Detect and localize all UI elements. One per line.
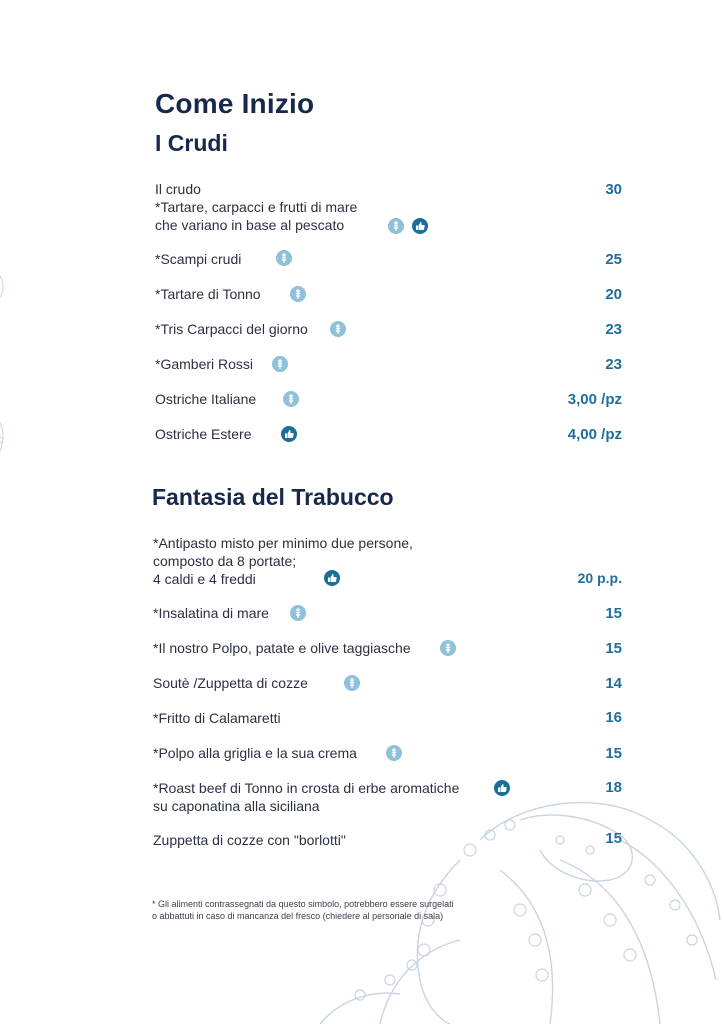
item-description: che variano in base al pescato — [155, 217, 345, 233]
wheat-icon — [330, 321, 346, 337]
item-price: 30 — [605, 181, 622, 198]
list-item — [155, 355, 253, 373]
item-name: *Gamberi Rossi — [155, 356, 254, 372]
item-name: *Polpo alla griglia e la sua crema — [153, 745, 357, 761]
item-price: 15 — [605, 605, 622, 622]
item-name: *Scampi crudi — [155, 251, 242, 267]
item-price: 23 — [605, 356, 622, 373]
list-item — [155, 250, 241, 268]
item-price: 25 — [605, 251, 622, 268]
item-price: 18 — [605, 779, 622, 796]
list-item — [155, 425, 251, 443]
item-name: *Insalatina di mare — [153, 605, 269, 621]
item-price: 15 — [605, 830, 622, 847]
list-item — [155, 285, 261, 303]
wheat-icon — [388, 218, 404, 234]
wheat-icon — [283, 391, 299, 407]
wheat-icon — [272, 356, 288, 372]
item-name: *Il nostro Polpo, patate e olive taggiasche — [153, 640, 411, 656]
item-price: 3,00 /pz — [567, 391, 622, 408]
thumbs-up-icon — [324, 570, 340, 586]
item-description: composto da 8 portate; — [153, 553, 297, 569]
page-title: Come Inizio — [155, 88, 315, 119]
item-name: Zuppetta di cozze con "borlotti" — [153, 832, 346, 848]
item-name: Soutè /Zuppetta di cozze — [153, 675, 308, 691]
wheat-icon — [276, 250, 292, 266]
list-item — [155, 320, 308, 338]
wheat-icon — [440, 640, 456, 656]
list-item — [153, 674, 308, 692]
item-price: 16 — [605, 709, 622, 726]
wheat-icon — [290, 286, 306, 302]
wheat-icon — [290, 605, 306, 621]
item-description: su caponatina alla siciliana — [153, 798, 320, 814]
section-crudi-title: I Crudi — [155, 130, 228, 156]
thumbs-up-icon — [281, 426, 297, 442]
item-price: 20 — [605, 286, 622, 303]
footnote-line: o abbattuti in caso di mancanza del fresco (chiedere al personale di sala) — [152, 911, 444, 921]
thumbs-up-icon — [412, 218, 428, 234]
item-name: Il crudo — [155, 181, 201, 197]
list-item — [153, 831, 346, 849]
item-name: *Roast beef di Tonno in crosta di erbe aromatiche — [153, 780, 460, 796]
item-price: 23 — [605, 321, 622, 338]
footnote — [152, 898, 454, 922]
list-item — [155, 180, 357, 234]
wheat-icon — [386, 745, 402, 761]
item-name: *Fritto di Calamaretti — [153, 710, 281, 726]
item-name: *Antipasto misto per minimo due persone, — [153, 535, 413, 551]
item-name: *Tartare di Tonno — [155, 286, 261, 302]
item-price: 20 p.p. — [577, 570, 622, 586]
item-name: Ostriche Italiane — [155, 391, 257, 407]
list-item — [153, 779, 459, 815]
item-price: 4,00 /pz — [567, 426, 622, 443]
item-description: 4 caldi e 4 freddi — [153, 571, 256, 587]
footnote-line: * Gli alimenti contrassegnati da questo simbolo, potrebbero essere surgelati — [152, 899, 454, 909]
item-price: 14 — [605, 675, 622, 692]
item-price: 15 — [605, 745, 622, 762]
item-price: 15 — [605, 640, 622, 657]
item-name: Ostriche Estere — [155, 426, 252, 442]
section-fantasia-title: Fantasia del Trabucco — [152, 484, 394, 510]
list-item — [153, 709, 281, 727]
list-item — [153, 744, 357, 762]
item-description: *Tartare, carpacci e frutti di mare — [155, 199, 358, 215]
list-item — [153, 639, 411, 657]
item-name: *Tris Carpacci del giorno — [155, 321, 308, 337]
thumbs-up-icon — [494, 780, 510, 796]
list-item — [153, 604, 269, 622]
wheat-icon — [344, 675, 360, 691]
list-item — [153, 534, 413, 588]
list-item — [155, 390, 256, 408]
side-decoration — [0, 270, 14, 470]
